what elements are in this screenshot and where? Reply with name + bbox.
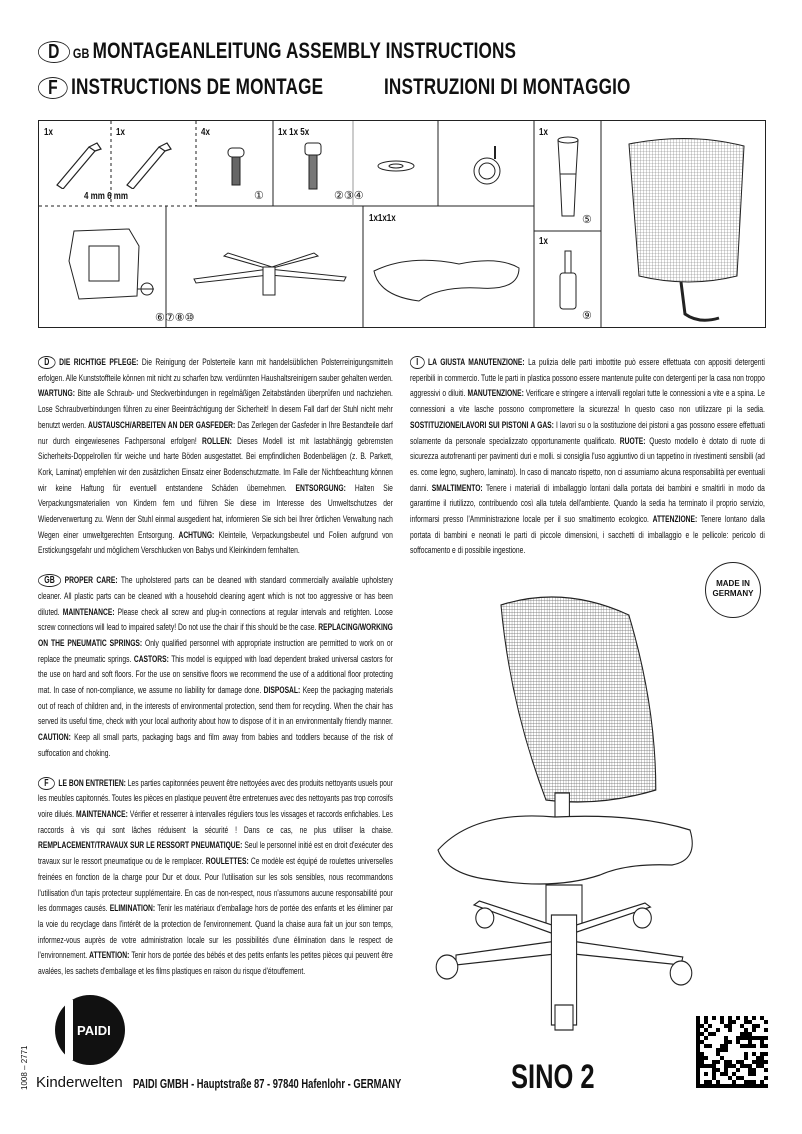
mechanism-icon — [59, 221, 159, 306]
language-badge-f: F — [38, 77, 68, 99]
care-section-it — [410, 355, 765, 559]
title-fr: INSTRUCTIONS DE MONTAGE — [71, 74, 324, 99]
section-text: Bitte alle Schraub- und Steckverbindungen in regelmäßigen Zeitabständen überprüfen und nachziehen. Lose Schraubverbindungen führen zu einer Beeinträchtigung der Sicherheit! In diesem Fall darf der Stuhl nicht mehr benutzt werden. — [38, 388, 393, 431]
part-numbers-6-7-8-10: ⑥⑦⑧⑩ — [155, 312, 195, 324]
care-column-right — [410, 355, 765, 573]
section-heading: CASTORS: — [133, 653, 169, 665]
section-heading: WARTUNG: — [38, 388, 75, 400]
section-text: Dieses Modell ist mit lastabhängig gebremsten Sicherheits-Doppelrollen für weiche und harte Böden ausgestattet. Bei empfindlichen Bodenbelägen (z. B. Parkett, Kork, Laminat) empfehlen wir den zusätzlichen Einsatz einer Bodenschutzmatte. Im Falle der Nichtbeachtung können wir keine Haftung für eventuell entstandene Schäden übernehmen. — [38, 435, 393, 494]
document-code: 1008 – 2771 — [20, 1045, 29, 1090]
section-text: Only qualified personnel with appropriate instruction are permitted to work on or replace the pneumatic springs. — [38, 637, 393, 665]
bolt-qty: 1x 1x 5x — [278, 127, 310, 138]
section-heading: ROULETTES: — [205, 856, 249, 868]
section-text: This model is equipped with load dependent braked universal castors for the use on hard and soft floors. For the use on sensitive floors we recommend the use of a additional floor protecting mat. In case of non-compliance, we assume no liability for damage done. — [38, 653, 393, 697]
allen-wrench-icons — [49, 139, 189, 189]
section-heading: DIE RICHTIGE PFLEGE: — [59, 357, 139, 368]
section-text: Keep all small parts, packaging bags and film away from babies and toddlers because of the risk of suffocation and choking. — [38, 732, 393, 759]
care-column-left — [38, 355, 393, 994]
language-badge-d: D — [38, 41, 70, 63]
section-heading: MAINTENANCE: — [75, 808, 128, 820]
care-section-gb — [38, 573, 393, 761]
section-text: Die Reinigung der Polsterteile kann mit handelsüblichen Polsterreinigungsmitteln erfolgen. Alle Kunststoffteile können mit nicht zu scharfen bzw. verdünnten Haushaltsreinigern sauber gehalten werden. — [38, 357, 393, 384]
wrench-4mm-qty: 1x — [44, 127, 53, 138]
language-badge: F — [38, 777, 55, 790]
wrench-6mm-qty: 1x — [116, 127, 125, 138]
spindle-icon — [554, 136, 582, 221]
seat-icon — [369, 246, 529, 311]
section-heading: ROLLEN: — [202, 435, 232, 447]
section-heading: LA GIUSTA MANUTENZIONE: — [428, 357, 525, 368]
part-number-5: ⑤ — [582, 214, 592, 226]
castor-icon — [469, 141, 509, 191]
section-heading: ATTENTION: — [89, 950, 130, 962]
language-badge: D — [38, 356, 56, 369]
logo-text: PAIDI — [77, 1023, 111, 1038]
brand-kinderwelten: Kinderwelten — [36, 1074, 123, 1091]
section-heading: SMALTIMENTO: — [431, 482, 483, 494]
section-heading: LE BON ENTRETIEN: — [58, 777, 126, 789]
company-address: PAIDI GMBH - Hauptstraße 87 - 97840 Hafenlohr - GERMANY — [133, 1076, 402, 1091]
title-line-1 — [38, 38, 516, 64]
section-text: Tenir les matériaux d'emballage hors de portée des enfants et les éliminer par la voie du recyclage dans l'intérêt de la protection de l'environnement. Quand la chaise aura fait un jour son temps, informez-vous auprès de votre administration locale sur les possibilités d'une élimination dans le respect de l'environnement. — [38, 903, 393, 962]
data-matrix-code — [696, 1016, 768, 1088]
language-badge: GB — [38, 574, 61, 587]
part-number-1: ① — [254, 190, 264, 202]
part-numbers-2-3-4: ②③④ — [334, 190, 364, 202]
section-heading: MANUTENZIONE: — [467, 388, 524, 400]
washer-icon — [374, 156, 419, 176]
section-heading: AUSTAUSCH/ARBEITEN AN DER GASFEDER: — [88, 419, 236, 431]
care-section-de — [38, 355, 393, 559]
parts-list — [38, 120, 766, 328]
section-text: Seul le personnel initié est en droit d'exécuter des travaux sur le ressort pneumatique ou de le remplacer. — [38, 840, 393, 868]
section-heading: REMPLACEMENT/TRAVAUX SUR LE RESSORT PNEUMATIQUE: — [38, 840, 243, 852]
gas-spring-icon — [557, 249, 579, 311]
section-heading: PROPER CARE: — [64, 575, 118, 587]
section-heading: REPLACING/WORKING ON THE PNEUMATIC SPRINGS: — [38, 622, 393, 649]
section-text: Questo modello è dotato di ruote di sicurezza autofrenanti per pavimenti duri e molli. si consiglia l'uso aggiuntivo di un tappetino in rivestimenti sensibili (ad es. come legno, sughero, laminato). In caso di mancato rispetto, non ci assumiamo alcuna responsabilità per eventuali danni. — [410, 435, 765, 494]
section-text: Das Zerlegen der Gasfeder in Ihre Bestandteile darf nur durch eingewiesenes Fachpersonal erfolgen! — [38, 419, 393, 447]
section-text: Tenere lontano dalla portata di bambini e neonati le parti di piccole dimensioni, i sacchetti di imballaggio e le pellicole: pericolo di soffocamento e di possibile ingestione. — [410, 514, 765, 557]
section-text: La pulizia delle parti imbottite può essere effettuata con appositi detergenti reperibili in commercio. Tutte le parti in plastica possono essere mantenute pulite con detergenti per la casa non troppo aggressivi o diluiti. — [410, 357, 765, 400]
base-icon — [184, 241, 354, 301]
model-name: SINO 2 — [511, 1058, 595, 1096]
section-heading: CAUTION: — [38, 732, 71, 744]
title-it: INSTRUZIONI DI MONTAGGIO — [384, 74, 631, 99]
backrest-icon — [619, 136, 754, 326]
seal-line-1: MADE IN — [716, 579, 750, 588]
part-number-9: ⑨ — [582, 310, 592, 322]
paidi-logo — [55, 995, 125, 1065]
section-text: Tenere i materiali di imballaggio lontani dalla portata dei bambini e smaltirli in modo da garantirne il riutilizzo, contribuendo così alla tutela dell'ambiente. Quando la sedia ha terminato il proprio servizio, informarsi presso l'Amministrazione locale per il suo smaltimento ecologico. — [410, 482, 765, 526]
screw-icon — [224, 146, 248, 188]
section-text: Ce modèle est équipé de roulettes universelles freinées en fonction de la charge pour Dur et doux. Pour l'utilisation sur les sols sensibles, nous recommandons l'utilisation d'un tapis protecteur supplémentaire. En cas de non-respect, nous n'assumons aucune responsabilité pour les dommages causés. — [38, 856, 393, 915]
title-de-en: MONTAGEANLEITUNG ASSEMBLY INSTRUCTIONS — [92, 38, 517, 63]
gas-spring-qty: 1x — [539, 236, 548, 247]
care-section-fr — [38, 776, 393, 980]
section-heading: MAINTENANCE: — [62, 606, 115, 618]
section-text: Please check all screw and plug-in connections at regular intervals and retighten. Loose screw connections will lead to impaired safety! Do not use the chair if this should be the case. — [38, 606, 393, 634]
seat-qty: 1x1x1x — [369, 213, 396, 224]
bolt-icon — [301, 141, 325, 191]
section-heading: ACHTUNG: — [178, 529, 215, 541]
section-text: Kleinteile, Verpackungsbeutel und Folien aufgrund von Erstickungsgefahr und möglichem Verschlucken von Babys und Kleinkindern fernhalten. — [38, 529, 393, 557]
seal-line-2: GERMANY — [712, 589, 754, 598]
screw-qty: 4x — [201, 127, 210, 138]
language-badge: I — [410, 356, 425, 369]
section-heading: ELIMINATION: — [109, 903, 156, 915]
section-text: Halten Sie Verpackungsmaterialien von Kindern fern und führen Sie diese im Interesse des Umweltschutzes der Wiederverwertung zu. Wenn der Stuhl einmal ausgedient hat, informieren Sie sich bei Ihrer örtlichen Verwaltung nach Wegen einer umweltgerechten Entsorgung. — [38, 482, 393, 541]
section-text: Keep the packaging materials out of reach of children and, in the interests of environmental protection, send them for recycling. When the chair has served its useful time, check with your local authority about how to dispose of it in an environmentally friendly manner. — [38, 685, 393, 728]
language-badge-gb: GB — [72, 45, 90, 61]
section-heading: RUOTE: — [619, 435, 646, 447]
section-heading: DISPOSAL: — [263, 685, 301, 697]
made-in-germany-seal — [705, 562, 761, 618]
section-heading: SOSTITUZIONE/LAVORI SUI PISTONI A GAS: — [410, 419, 554, 431]
wrench-sizes: 4 mm 6 mm — [84, 191, 129, 202]
section-heading: ENTSORGUNG: — [295, 482, 346, 494]
section-text: Tenir hors de portée des bébés et des petits enfants les petites pièces qui peuvent être avalées, les sachets d'emballage et les films plastiques en raison du risque d'étouffement. — [38, 950, 393, 978]
spindle-qty: 1x — [539, 127, 548, 138]
chair-illustration — [420, 585, 700, 1035]
section-heading: ATTENZIONE: — [652, 514, 698, 526]
section-text: Les parties capitonnées peuvent être nettoyées avec des produits nettoyants usuels pour les meubles capitonnés. Toutes les pièces en plastique peuvent être entretenues avec des nettoyants pas trop corrosifs voire dilués. — [38, 777, 393, 820]
title-line-2 — [38, 74, 323, 100]
section-text: Vérifier et resserrer à intervalles réguliers tous les vissages et raccords enfichables. Les raccords à vis qui sont lâches réduisent la sécurité ! Dans ce cas, ne plus utiliser la chaise. — [38, 808, 393, 836]
section-text: I lavori su o la sostituzione dei pistoni a gas possono essere effettuati solamente da personale specializzato opportunamente qualificato. — [410, 419, 765, 447]
section-text: The upholstered parts can be cleaned with standard commercially available upholstery cleaner. All plastic parts can be cleaned with a household cleaning agent which is not too aggressive or has been diluted. — [38, 575, 393, 618]
section-text: Verificare e stringere a intervalli regolari tutte le connessioni a vite e a spina. Le connessioni a vite lasche possono compromettere la sicurezza! In questo caso non utilizzare pi la sedia. — [410, 388, 765, 416]
